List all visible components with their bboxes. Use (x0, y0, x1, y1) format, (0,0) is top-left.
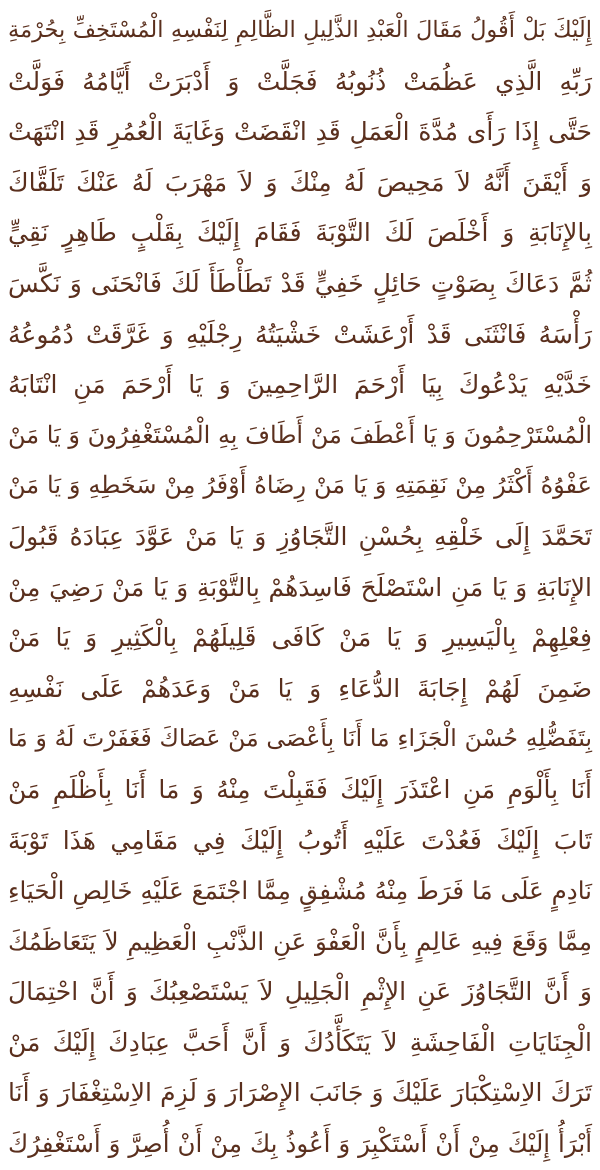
text-line-6: ثُمَّ دَعَاكَ بِصَوْتٍ حَائِلٍ خَفِيٍّ قَدْ تَطَأْطَأَ لَكَ فَانْحَنَى وَ نَكَّسَ (8, 268, 592, 298)
text-line-2: رَبِّهِ الَّذِي عَظُمَتْ ذُنُوبُهُ فَجَلَّتْ وَ أَدْبَرَتْ أَيَّامُهُ فَوَلَّتْ (8, 66, 592, 96)
text-line-18: نَادِمٍ عَلَى مَا فَرَطَ مِنْهُ مُشْفِقٍ مِمَّا اجْتَمَعَ عَلَيْهِ خَالِصِ الْحَيَاءِ (8, 876, 592, 906)
text-line-20: وَ أَنَّ التَّجَاوُزَ عَنِ الإِثْمِ الْجَلِيلِ لاَ يَسْتَصْعِبُكَ وَ أَنَّ احْتِمَالَ (8, 977, 592, 1007)
text-line-3: حَتَّى إِذَا رَأَى مُدَّةَ الْعَمَلِ قَدِ انْقَضَتْ وَغَايَةَ الْعُمُرِ قَدِ انْتَهَتْ (8, 117, 592, 147)
text-line-13: فِعْلِهِمْ بِالْيَسِيرِ وَ يَا مَنْ كَافَى قَلِيلَهُمْ بِالْكَثِيرِ وَ يَا مَنْ (8, 623, 592, 653)
text-line-11: تَحَمَّدَ إِلَى خَلْقِهِ بِحُسْنِ التَّجَاوُزِ وَ يَا مَنْ عَوَّدَ عِبَادَهُ قَبُولَ (8, 521, 592, 551)
text-line-17: تَابَ إِلَيْكَ فَعُدْتَ عَلَيْهِ أَتُوبُ إِلَيْكَ فِي مَقَامِي هَذَا تَوْبَةَ (8, 825, 592, 855)
text-line-14: ضَمِنَ لَهُمْ إِجَابَةَ الدُّعَاءِ وَ يَا مَنْ وَعَدَهُمْ عَلَى نَفْسِهِ (8, 673, 592, 703)
text-line-9: الْمُسْتَرْحِمُونَ وَ يَا أَعْطَفَ مَنْ أَطَافَ بِهِ الْمُسْتَغْفِرُونَ وَ يَا مَنْ (8, 420, 592, 449)
text-line-19: مِمَّا وَقَعَ فِيهِ عَالِمٍ بِأَنَّ الْعَفْوَ عَنِ الذَّنْبِ الْعَظِيمِ لاَ يَتَعَاظَمُكَ (8, 926, 592, 956)
text-line-7: رَأْسَهُ فَانْثَنَى قَدْ أَرْعَشَتْ خَشْيَتُهُ رِجْلَيْهِ وَ غَرَّقَتْ دُمُوعُهُ (8, 319, 592, 349)
text-line-15: بِتَفَضُّلِهِ حُسْنَ الْجَزَاءِ مَا أَنَا بِأَعْصَى مَنْ عَصَاكَ فَغَفَرْتَ لَهُ وَ مَا (8, 724, 592, 753)
text-line-16: أَنَا بِأَلْوَمِ مَنِ اعْتَذَرَ إِلَيْكَ فَقَبِلْتَ مِنْهُ وَ مَا أَنَا بِأَظْلَمِ مَنْ (8, 774, 592, 804)
text-line-21: الْجِنَايَاتِ الْفَاحِشَةِ لاَ يَتَكَأَّدُكَ وَ أَنَّ أَحَبَّ عِبَادِكَ إِلَيْكَ مَنْ (8, 1027, 592, 1057)
text-line-12: الإِنَابَةِ وَ يَا مَنِ اسْتَصْلَحَ فَاسِدَهُمْ بِالتَّوْبَةِ وَ يَا مَنْ رَضِيَ مِنْ (8, 572, 592, 602)
text-line-10: عَفْوُهُ أَكْثَرُ مِنْ نَقِمَتِهِ وَ يَا مَنْ رِضَاهُ أَوْفَرُ مِنْ سَخَطِهِ وَ يَا مَنْ (8, 471, 593, 500)
text-line-22: تَرَكَ الاِسْتِكْبَارَ عَلَيْكَ وَ جَانَبَ الإِصْرَارَ وَ لَزِمَ الاِسْتِغْفَارَ وَ أَنَا (8, 1078, 592, 1108)
text-line-1: إِلَيْكَ بَلْ أَقُولُ مَقَالَ الْعَبْدِ الذَّلِيلِ الظَّالِمِ لِنَفْسِهِ الْمُسْتَخِفِّ بِحُرْمَةِ (8, 17, 592, 43)
text-line-23: أَبْرَأُ إِلَيْكَ مِنْ أَنْ أَسْتَكْبِرَ وَ أَعُوذُ بِكَ مِنْ أَنْ أُصِرَّ وَ أَسْتَغْفِرُكَ (8, 1129, 592, 1159)
text-line-4: وَ أَيْقَنَ أَنَّهُ لاَ مَحِيصَ لَهُ مِنْكَ وَ لاَ مَهْرَبَ لَهُ عَنْكَ تَلَقَّاكَ (8, 167, 592, 197)
text-line-8: خَدَّيْهِ يَدْعُوكَ بِيَا أَرْحَمَ الرَّاحِمِينَ وَ يَا أَرْحَمَ مَنِ انْتَابَهُ (8, 370, 592, 400)
text-line-5: بِالإِنَابَةِ وَ أَخْلَصَ لَكَ التَّوْبَةَ فَقَامَ إِلَيْكَ بِقَلْبٍ طَاهِرٍ نَقِيٍّ (8, 218, 592, 248)
